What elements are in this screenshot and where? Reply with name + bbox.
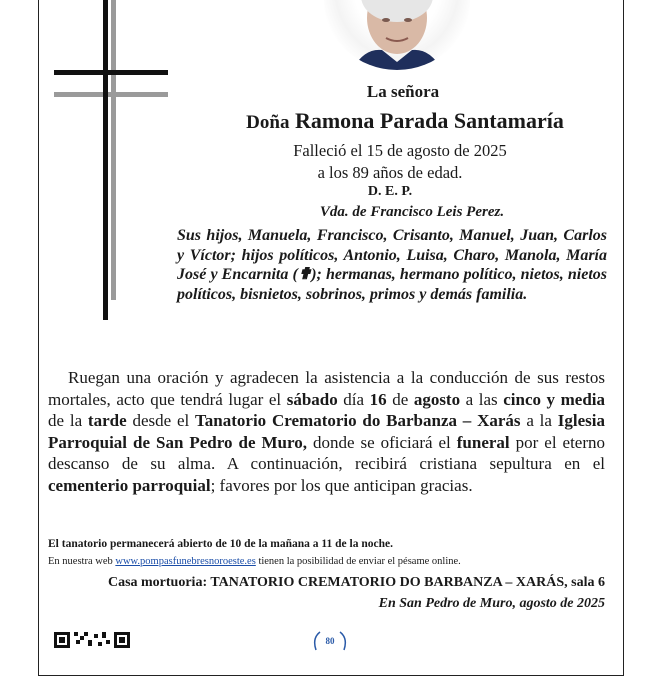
anniversary-badge — [310, 628, 350, 652]
ceremony-paragraph: Ruegan una oración y agradecen la asistencia a la conducción de sus restos mortales, acto que tendrá lugar el sábado día 16 de agosto a las cinco y media de la tarde desde el Tanatorio Crematorio do Barbanza – Xarás a la Iglesia Parroquial de San Pedro de Muro, donde se oficiará el funeral por el eterno descanso de su alma. A continuación, recibirá cristiana sepultura en el cementerio parroquial; favores por los que anticipan gracias. — [48, 368, 606, 495]
casa-mortuoria: Casa mortuoria: TANATORIO CREMATORIO DO BARBANZA – XARÁS, sala 6 — [107, 575, 605, 590]
website-link[interactable]: www.pompasfunebresnoroeste.es — [115, 556, 256, 567]
cross-vertical — [103, 0, 108, 320]
rip-line: D. E. P. — [367, 184, 413, 199]
web-note: En nuestra web www.pompasfunebresnoroeste.es tienen la posibilidad de enviar el pésame online. — [48, 556, 461, 567]
cross-horizontal — [54, 70, 168, 75]
widow-line: Vda. de Francisco Leis Perez. — [319, 204, 505, 220]
name-prefix: Doña — [246, 112, 290, 133]
intro-line: La señora — [366, 82, 440, 101]
tanatorio-hours: El tanatorio permanecerá abierto de 10 de la mañana a 11 de la noche. — [48, 538, 393, 550]
deceased-name — [200, 108, 610, 134]
place-date: En San Pedro de Muro, agosto de 2025 — [378, 596, 605, 611]
qr-code[interactable] — [54, 630, 144, 650]
cross-shadow-vertical — [111, 0, 116, 300]
age-line: a los 89 años de edad. — [317, 163, 463, 182]
cross-shadow-horizontal — [54, 92, 168, 97]
badge-number: 80 — [325, 636, 335, 646]
name-full: Ramona Parada Santamaría — [294, 108, 564, 133]
death-date: Falleció el 15 de agosto de 2025 — [293, 141, 507, 160]
family-list: Sus hijos, Manuela, Francisco, Crisanto, Manuel, Juan, Carlos y Víctor; hijos políticos, Antonio, Luisa, Charo, Manola, María José y Encarnita (✟); hermanas, hermano político, nietos, nietos políticos, bisnietos, sobrinos, primos y demás familia. — [177, 227, 607, 303]
